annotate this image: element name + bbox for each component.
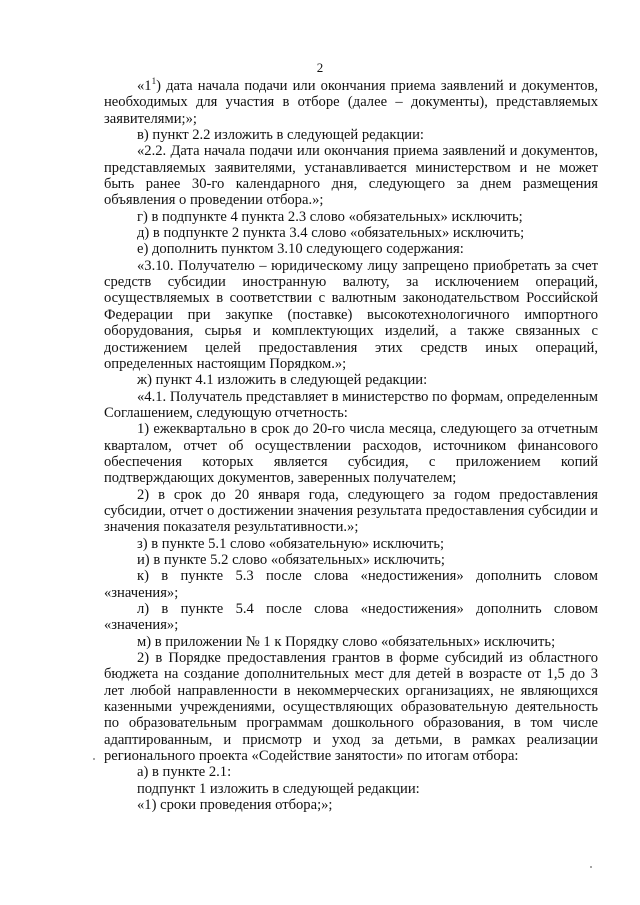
paragraph-i-item: и) в пункте 5.2 слово «обязательных» исключить;: [137, 551, 445, 568]
paragraph-d-item: д) в подпункте 2 пункта 3.4 слово «обязательных» исключить;: [137, 225, 525, 242]
scan-speck: [93, 758, 95, 760]
paragraph-3-10-text: «3.10. Получателю – юридическому лицу запрещено приобретать за счет средств субсидии иностранную валюту, за исключением операций, осуществляемых в соответствии с валютным законодательством Российской Федерации при закупке (поставке) высокотехнологичного импортного оборудования, сырья и комплектующих изделий, а также связанных с достижением целей предоставления этих средств иных операций, определенных настоящим Порядком.»;: [104, 257, 598, 372]
paragraph-k-item: к) в пункте 5.3 после слова «недостижения» дополнить словом «значения»;: [104, 568, 598, 601]
paragraph-v-item: в) пункт 2.2 изложить в следующей редакции:: [137, 127, 424, 144]
scan-speck: [590, 866, 592, 868]
paragraph-a-item: а) в пункте 2.1:: [137, 764, 232, 781]
paragraph-report-1: 1) ежеквартально в срок до 20-го числа месяца, следующего за отчетным кварталом, отчет об осуществлении расходов, источником финансового обеспечения которых является субсидия, с приложением копий подтверждающих документов, заверенных получателем;: [104, 421, 598, 487]
paragraph-m-item: м) в приложении № 1 к Порядку слово «обязательных» исключить;: [137, 633, 556, 650]
paragraph-subitem-1: подпункт 1 изложить в следующей редакции:: [137, 780, 420, 797]
paragraph-section-2: 2) в Порядке предоставления грантов в форме субсидий из областного бюджета на создание дополнительных мест для детей в возрасте от 1,5 до 3 лет любой направленности в некоммерческих организациях, не являющихся казенными учреждениями, осуществляющих образовательную деятельность по образовательным программам дошкольного образования, в том числе адаптированным, и присмотр и уход за детьми, в рамках реализации регионального проекта «Содействие занятости» по итогам отбора:: [104, 650, 598, 765]
paragraph-subitem-1-text: «1) сроки проведения отбора;»;: [137, 797, 333, 814]
paragraph-1-1-item: «$1^1$) дата начала подачи или окончания приема заявлений и документов, необходимых для участия в отборе (далее – документы), представляемых заявителями;»;: [104, 76, 598, 127]
paragraph-z-item: з) в пункте 5.1 слово «обязательную» исключить;: [137, 535, 445, 552]
paragraph-report-2: 2) в срок до 20 января года, следующего за годом предоставления субсидии, отчет о достижении значения результата предоставления субсидии и значения показателя результативности.»;: [104, 486, 598, 536]
paragraph-e-item: е) дополнить пунктом 3.10 следующего содержания:: [137, 241, 464, 258]
paragraph-4-1-text: «4.1. Получатель представляет в министерство по формам, определенным Соглашением, следующую отчетность:: [104, 388, 598, 421]
paragraph-zh-item: ж) пункт 4.1 изложить в следующей редакции:: [137, 372, 428, 389]
document-body: [104, 78, 598, 813]
paragraph-l-item: л) в пункте 5.4 после слова «недостижения» дополнить словом «значения»;: [104, 601, 598, 634]
superscript: 1: [151, 76, 157, 87]
paragraph-2-2-text: «2.2. Дата начала подачи или окончания приема заявлений и документов, представляемых заявителями, устанавливается министерством и не может быть ранее 30-го календарного дня, следующего за днем размещения объявления о проведении отбора.»;: [104, 143, 598, 209]
paragraph-g-item: г) в подпункте 4 пункта 2.3 слово «обязательных» исключить;: [137, 208, 523, 225]
page-number: 2: [316, 60, 324, 75]
